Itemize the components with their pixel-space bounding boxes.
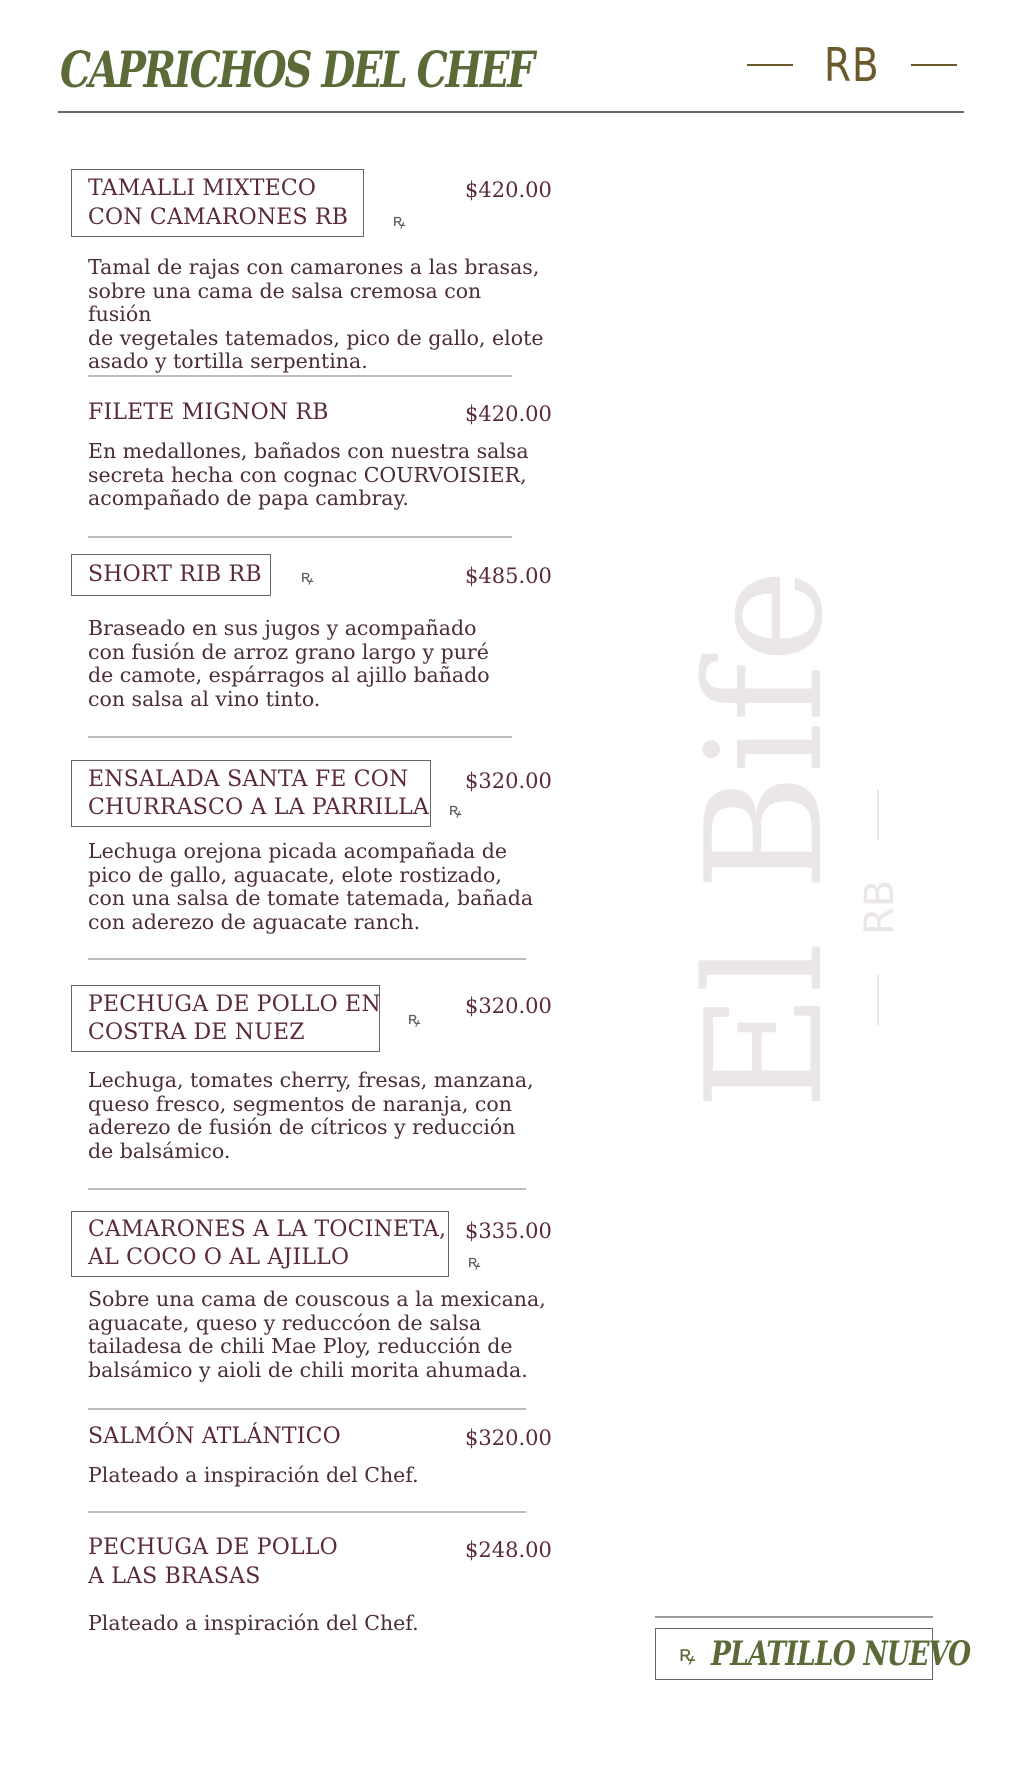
watermark-logo <box>671 568 858 1130</box>
brand-mark <box>747 38 957 92</box>
item-divider <box>88 1408 526 1410</box>
header-divider <box>58 111 964 113</box>
item-name: TAMALLI MIXTECO <box>88 176 317 201</box>
item-description: Plateado a inspiración del Chef. <box>88 1611 419 1635</box>
item-name: CHURRASCO A LA PARRILLA <box>88 795 430 820</box>
item-price: $420.00 <box>465 178 552 202</box>
new-dish-icon: ꝶ <box>448 800 462 820</box>
item-price: $335.00 <box>465 1219 552 1243</box>
item-name: SALMÓN ATLÁNTICO <box>88 1424 341 1449</box>
item-divider <box>88 736 512 738</box>
item-description: Lechuga orejona picada acompañada de pico de gallo, aguacate, elote rostizado, con una salsa de tomate tatemada, bañada con aderezo de aguacate ranch. <box>88 839 534 934</box>
item-description: Tamal de rajas con camarones a las brasas, sobre una cama de salsa cremosa con fusión de vegetales tatemados, pico de gallo, elote asado y tortilla serpentina. <box>88 255 544 373</box>
item-name: A LAS BRASAS <box>88 1564 261 1589</box>
item-name: CON CAMARONES RB <box>88 205 349 230</box>
item-name: PECHUGA DE POLLO <box>88 1535 338 1560</box>
brand-logo-text: RB <box>824 38 881 92</box>
item-price: $320.00 <box>465 994 552 1018</box>
item-divider <box>88 1511 526 1513</box>
watermark-sub: RB <box>857 879 903 935</box>
watermark-side-line-top <box>877 790 879 840</box>
item-description: En medallones, bañados con nuestra salsa secreta hecha con cognac COURVOISIER, acompañado de papa cambray. <box>88 439 529 510</box>
item-name: CAMARONES A LA TOCINETA, <box>88 1217 447 1242</box>
item-divider <box>88 375 512 377</box>
item-price: $420.00 <box>465 402 552 426</box>
new-dish-icon: ꝶ <box>300 567 314 587</box>
item-name: FILETE MIGNON RB <box>88 400 329 425</box>
legend-divider <box>655 1616 933 1618</box>
item-divider <box>88 1188 526 1190</box>
item-divider <box>88 536 512 538</box>
new-dish-icon: ꝶ <box>392 211 406 231</box>
brand-dash-left <box>747 64 793 66</box>
item-name: AL COCO O AL AJILLO <box>88 1245 350 1270</box>
item-name: COSTRA DE NUEZ <box>88 1020 305 1045</box>
item-price: $320.00 <box>465 769 552 793</box>
item-name: ENSALADA SANTA FE CON <box>88 767 409 792</box>
item-name: PECHUGA DE POLLO EN <box>88 992 381 1017</box>
watermark-name: El Bife <box>671 568 858 1110</box>
item-price: $248.00 <box>465 1538 552 1562</box>
item-description: Braseado en sus jugos y acompañado con fusión de arroz grano largo y puré de camote, espárragos al ajillo bañado con salsa al vino tinto. <box>88 616 490 711</box>
item-description: Plateado a inspiración del Chef. <box>88 1463 419 1487</box>
new-dish-icon: ꝶ <box>467 1252 481 1272</box>
item-name: SHORT RIB RB <box>88 562 262 587</box>
menu-title: CAPRICHOS DEL CHEF <box>60 40 533 99</box>
item-divider <box>88 958 526 960</box>
brand-dash-right <box>911 64 957 66</box>
new-dish-icon: ꝶ <box>678 1642 696 1667</box>
watermark-side-line-bottom <box>877 975 879 1025</box>
legend-label: PLATILLO NUEVO <box>711 1634 971 1674</box>
item-description: Sobre una cama de couscous a la mexicana, aguacate, queso y reduccóon de salsa tailadesa de chili Mae Ploy, reducción de balsámico y aioli de chili morita ahumada. <box>88 1287 546 1382</box>
new-dish-icon: ꝶ <box>407 1009 421 1029</box>
item-description: Lechuga, tomates cherry, fresas, manzana, queso fresco, segmentos de naranja, con aderezo de fusión de cítricos y reducción de balsámico. <box>88 1068 534 1163</box>
item-price: $485.00 <box>465 564 552 588</box>
item-price: $320.00 <box>465 1426 552 1450</box>
